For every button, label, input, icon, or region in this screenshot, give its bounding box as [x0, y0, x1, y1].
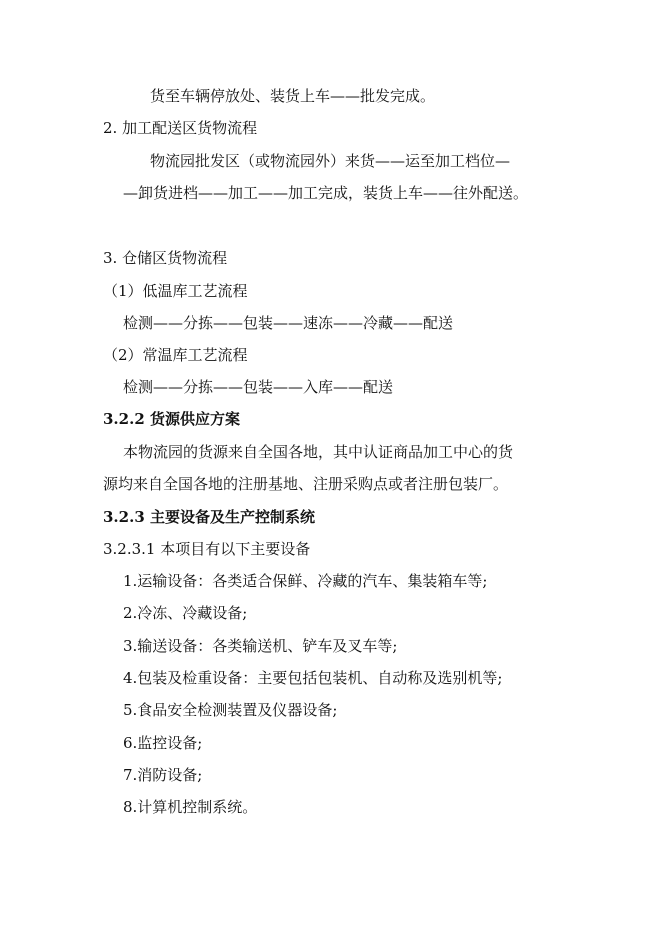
section-heading: 3.2.2 货源供应方案: [103, 410, 240, 428]
list-item: 1.运输设备：各类适合保鲜、冷藏的汽车、集装箱车等;: [123, 572, 488, 590]
list-item: 8.计算机控制系统。: [123, 798, 258, 816]
text-line: 货至车辆停放处、装货上车——批发完成。: [150, 87, 436, 105]
section-heading: 3. 仓储区货物流程: [103, 249, 228, 267]
list-item: 2.冷冻、冷藏设备;: [123, 604, 248, 622]
list-item: 4.包装及检重设备：主要包括包装机、自动称及选别机等;: [123, 669, 503, 687]
sub-heading: （1）低温库工艺流程: [103, 282, 248, 300]
sub-heading: （2）常温库工艺流程: [103, 346, 248, 364]
text-line: 检测——分拣——包装——入库——配送: [123, 378, 394, 396]
section-heading: 3.2.3 主要设备及生产控制系统: [103, 508, 315, 526]
text-line: 检测——分拣——包装——速冻——冷藏——配送: [123, 314, 454, 332]
list-item: 6.监控设备;: [123, 734, 203, 752]
text-line: 本物流园的货源来自全国各地，其中认证商品加工中心的货: [123, 443, 514, 461]
sub-heading: 3.2.3.1 本项目有以下主要设备: [103, 540, 311, 558]
list-item: 3.输送设备：各类输送机、铲车及叉车等;: [123, 637, 398, 655]
list-item: 5.食品安全检测装置及仪器设备;: [123, 701, 338, 719]
text-line: 物流园批发区（或物流园外）来货——运至加工档位—: [150, 152, 511, 170]
section-heading: 2. 加工配送区货物流程: [103, 119, 258, 137]
text-line: 源均来自全国各地的注册基地、注册采购点或者注册包装厂。: [103, 475, 509, 493]
list-item: 7.消防设备;: [123, 766, 203, 784]
text-line: —卸货进档——加工——加工完成，装货上车——往外配送。: [123, 184, 529, 202]
